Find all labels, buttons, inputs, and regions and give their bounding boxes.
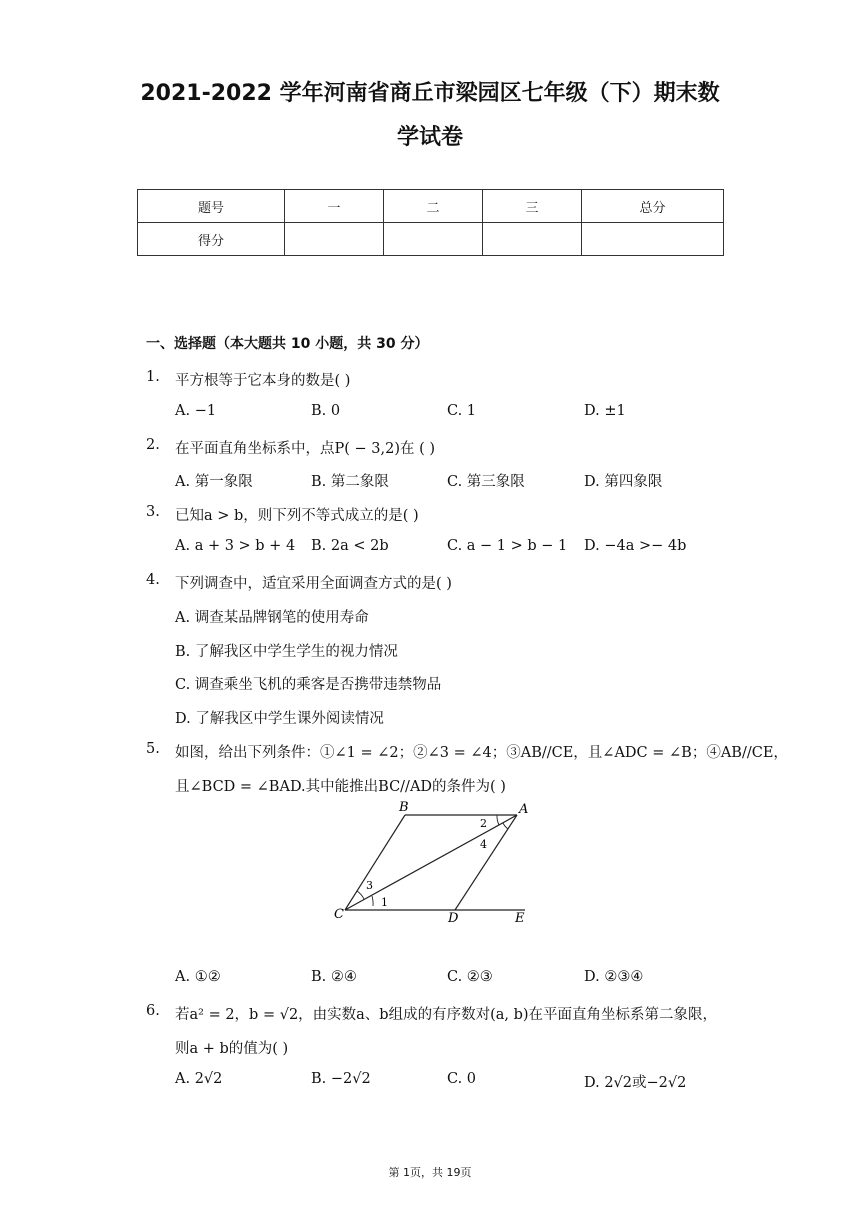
score-table-row (138, 223, 724, 256)
question-number: 6. (146, 1003, 160, 1019)
label-angle-1: 1 (381, 896, 388, 909)
score-header-cell: 二 (384, 190, 483, 223)
question-number: 1. (146, 369, 160, 385)
score-cell (582, 223, 724, 256)
label-point-d: D (448, 911, 459, 926)
option-a: A. a + 3 > b + 4 (175, 538, 296, 554)
score-header-cell: 题号 (138, 190, 285, 223)
question-text: 在平面直角坐标系中，点P( − 3,2)在 ( ) (175, 441, 436, 457)
option-b: B. 2a < 2b (311, 538, 389, 554)
score-header-cell: 三 (483, 190, 582, 223)
exam-title-line2: 学试卷 (396, 125, 463, 150)
option-a: A. 调查某品牌钢笔的使用寿命 (175, 610, 369, 626)
option-d: D. ±1 (584, 403, 626, 419)
angle-arc-2 (497, 815, 499, 825)
question-number: 5. (146, 741, 160, 757)
label-point-b: B (399, 800, 409, 815)
option-a: A. −1 (175, 403, 217, 419)
score-table (137, 189, 724, 256)
score-cell (384, 223, 483, 256)
label-point-a: A (519, 802, 529, 817)
question-text: 平方根等于它本身的数是( ) (175, 373, 351, 389)
segment-ca (345, 815, 517, 910)
angle-arc-1 (372, 896, 373, 906)
score-cell (285, 223, 384, 256)
option-b: B. 了解我区中学生学生的视力情况 (175, 644, 398, 660)
option-c: C. ②③ (447, 969, 493, 985)
question-text: 已知a > b，则下列不等式成立的是( ) (175, 508, 419, 524)
label-angle-4: 4 (480, 838, 487, 851)
question-number: 4. (146, 572, 160, 588)
option-c: C. 1 (447, 403, 477, 419)
question-text: 如图，给出下列条件：①∠1 = ∠2；②∠3 = ∠4；③AB//CE，且∠ADC = ∠B；④AB//CE， (175, 745, 788, 761)
question-text: 若a² = 2，b = √2，由实数a、b组成的有序数对(a, b)在平面直角坐标系第二象限， (175, 1007, 718, 1023)
label-point-c: C (334, 907, 344, 922)
option-b: B. 第二象限 (311, 474, 389, 490)
score-header-cell: 一 (285, 190, 384, 223)
angle-arc-4 (503, 823, 508, 829)
option-d: D. 了解我区中学生课外阅读情况 (175, 711, 384, 727)
question-text-continued: 且∠BCD = ∠BAD.其中能推出BC//AD的条件为( ) (175, 779, 506, 795)
label-angle-2: 2 (480, 817, 487, 830)
option-c: C. 第三象限 (447, 474, 525, 490)
option-d: D. 2√2或−2√2 (584, 1075, 687, 1091)
option-d: D. ②③④ (584, 969, 644, 985)
exam-title-line1: 2021-2022 学年河南省商丘市梁园区七年级（下）期末数 (140, 81, 720, 106)
option-c: C. 0 (447, 1071, 477, 1087)
segment-bc (345, 815, 405, 910)
question-number: 3. (146, 504, 160, 520)
section-heading: 一、选择题（本大题共 10 小题，共 30 分） (146, 336, 429, 352)
score-table-header-row (138, 190, 724, 223)
option-a: A. 2√2 (175, 1071, 223, 1087)
label-point-e: E (515, 911, 525, 926)
question-number: 2. (146, 437, 160, 453)
option-a: A. 第一象限 (175, 474, 253, 490)
score-header-cell: 总分 (582, 190, 724, 223)
option-b: B. 0 (311, 403, 341, 419)
question-text-continued: 则a + b的值为( ) (175, 1041, 289, 1057)
option-d: D. −4a >− 4b (584, 538, 687, 554)
option-a: A. ①② (175, 969, 221, 985)
option-b: B. −2√2 (311, 1071, 371, 1087)
option-c: C. 调查乘坐飞机的乘客是否携带违禁物品 (175, 677, 442, 693)
option-b: B. ②④ (311, 969, 357, 985)
page-footer: 第 1页，共 19页 (388, 1166, 472, 1179)
score-row-label: 得分 (138, 223, 285, 256)
label-angle-3: 3 (366, 879, 373, 892)
score-cell (483, 223, 582, 256)
option-c: C. a − 1 > b − 1 (447, 538, 568, 554)
parallelogram-figure (325, 798, 535, 928)
question-text: 下列调查中，适宜采用全面调查方式的是( ) (175, 576, 452, 592)
angle-arc-3 (357, 891, 364, 899)
option-d: D. 第四象限 (584, 474, 663, 490)
